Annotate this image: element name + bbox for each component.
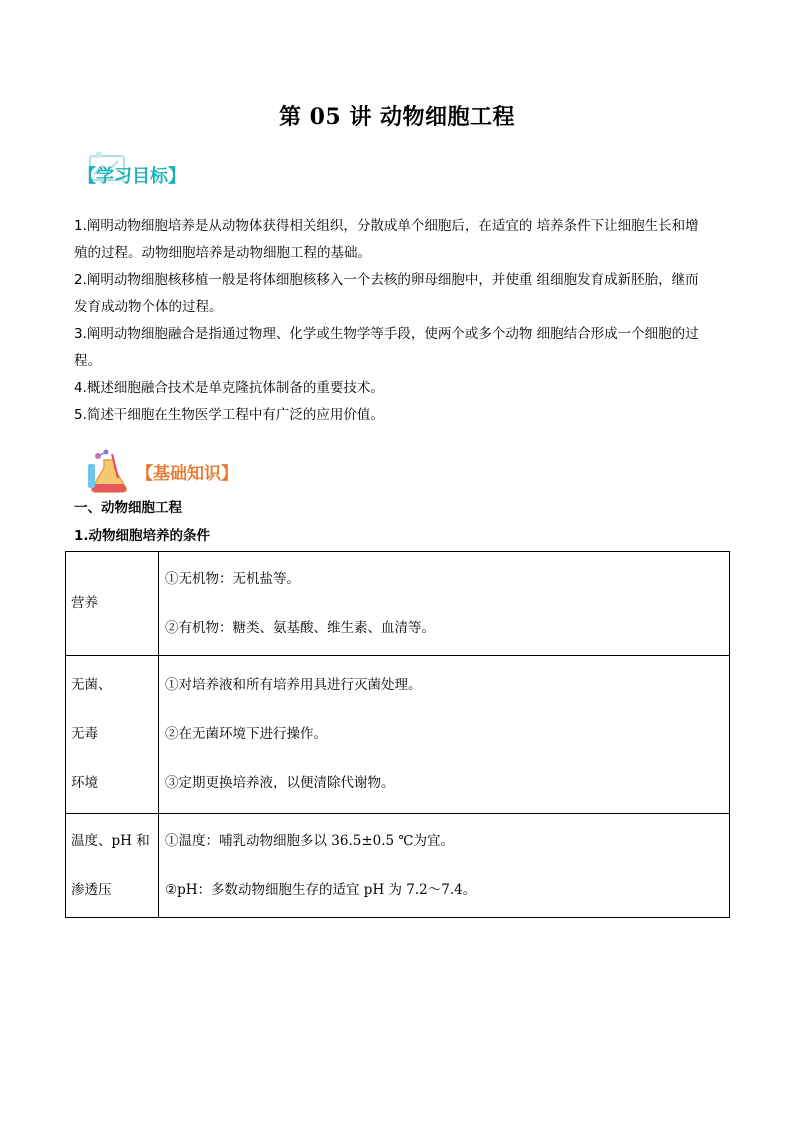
goal-item: 5.简述干细胞在生物医学工程中有广泛的应用价值。 xyxy=(74,407,384,423)
row-content: ①对培养液和所有培养用具进行灭菌处理。 ②在无菌环境下进行操作。 ③定期更换培养液，以便清除代谢物。 xyxy=(159,656,730,814)
learning-goals-heading xyxy=(78,158,186,192)
culture-conditions-table xyxy=(65,551,730,918)
row-label: 无菌、 无毒 环境 xyxy=(66,656,159,814)
section-heading: 一、动物细胞工程 xyxy=(74,500,182,516)
learning-goals-list xyxy=(74,213,730,429)
page-title: 第 05 讲 动物细胞工程 xyxy=(278,104,516,130)
row-content: ①无机物：无机盐等。 ②有机物：糖类、氨基酸、维生素、血清等。 xyxy=(159,552,730,656)
row-label: 温度、pH 和 渗透压 xyxy=(66,814,159,918)
row-content: ①温度：哺乳动物细胞多以 36.5±0.5 ℃为宜。 ②pH：多数动物细胞生存的适宜 pH 为 7.2～7.4。 xyxy=(159,814,730,918)
table-row xyxy=(66,656,730,814)
table-row xyxy=(66,814,730,918)
goal-item: 1.阐明动物细胞培养是从动物体获得相关组织，分散成单个细胞后，在适宜的 培养条件下让细胞生长和增 殖的过程。动物细胞培养是动物细胞工程的基础。 xyxy=(74,218,699,261)
goal-item: 4.概述细胞融合技术是单克隆抗体制备的重要技术。 xyxy=(74,380,384,396)
learning-goals-label: 【学习目标】 xyxy=(78,166,186,187)
basic-knowledge-heading xyxy=(84,448,238,494)
goal-item: 2.阐明动物细胞核移植一般是将体细胞核移入一个去核的卵母细胞中，并使重 组细胞发育成新胚胎，继而 发育成动物个体的过程。 xyxy=(74,272,699,315)
basic-knowledge-label: 【基础知识】 xyxy=(136,463,238,484)
table-row xyxy=(66,552,730,656)
goal-item: 3.阐明动物细胞融合是指通过物理、化学或生物学等手段，使两个或多个动物 细胞结合形成一个细胞的过 程。 xyxy=(74,326,699,369)
flask-icon xyxy=(84,448,134,494)
row-label: 营养 xyxy=(66,552,159,656)
subsection-heading: 1.动物细胞培养的条件 xyxy=(74,528,211,544)
